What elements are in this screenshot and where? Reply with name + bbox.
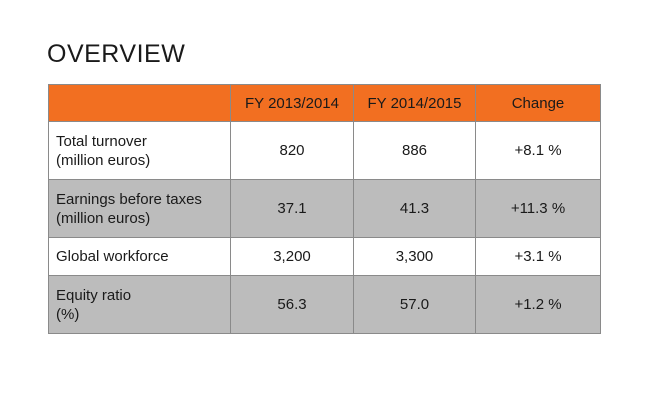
row-label xyxy=(49,238,231,276)
cell-fy-2013-2014: 56.3 xyxy=(231,276,354,334)
row-label-line1: Equity ratio xyxy=(56,286,132,304)
cell-fy-2013-2014: 37.1 xyxy=(231,180,354,238)
row-label-line1: Total turnover xyxy=(56,132,147,150)
row-label xyxy=(49,276,231,334)
header-cell-fy-2013-2014: FY 2013/2014 xyxy=(231,85,354,122)
row-label-line2: (%) xyxy=(56,305,80,323)
header-cell-fy-2014-2015: FY 2014/2015 xyxy=(354,85,476,122)
row-label xyxy=(49,122,231,180)
cell-fy-2014-2015: 57.0 xyxy=(354,276,476,334)
header-cell-empty xyxy=(49,85,231,122)
cell-fy-2014-2015: 41.3 xyxy=(354,180,476,238)
row-label xyxy=(49,180,231,238)
cell-fy-2014-2015: 3,300 xyxy=(354,238,476,276)
table-row-global-workforce xyxy=(49,238,601,276)
cell-fy-2013-2014: 820 xyxy=(231,122,354,180)
page-title: OVERVIEW xyxy=(47,40,186,68)
row-label-line2: (million euros) xyxy=(56,209,151,227)
cell-fy-2013-2014: 3,200 xyxy=(231,238,354,276)
table-row-total-turnover xyxy=(49,122,601,180)
cell-change: +3.1 % xyxy=(476,238,601,276)
cell-change: +11.3 % xyxy=(476,180,601,238)
header-cell-change: Change xyxy=(476,85,601,122)
table-header-row xyxy=(49,85,601,122)
table-row-earnings-before-taxes xyxy=(49,180,601,238)
row-label-line2: (million euros) xyxy=(56,151,151,169)
overview-table xyxy=(48,84,601,334)
row-label-line1: Global workforce xyxy=(56,248,169,265)
cell-fy-2014-2015: 886 xyxy=(354,122,476,180)
cell-change: +8.1 % xyxy=(476,122,601,180)
table-row-equity-ratio xyxy=(49,276,601,334)
row-label-line1: Earnings before taxes xyxy=(56,190,202,208)
cell-change: +1.2 % xyxy=(476,276,601,334)
